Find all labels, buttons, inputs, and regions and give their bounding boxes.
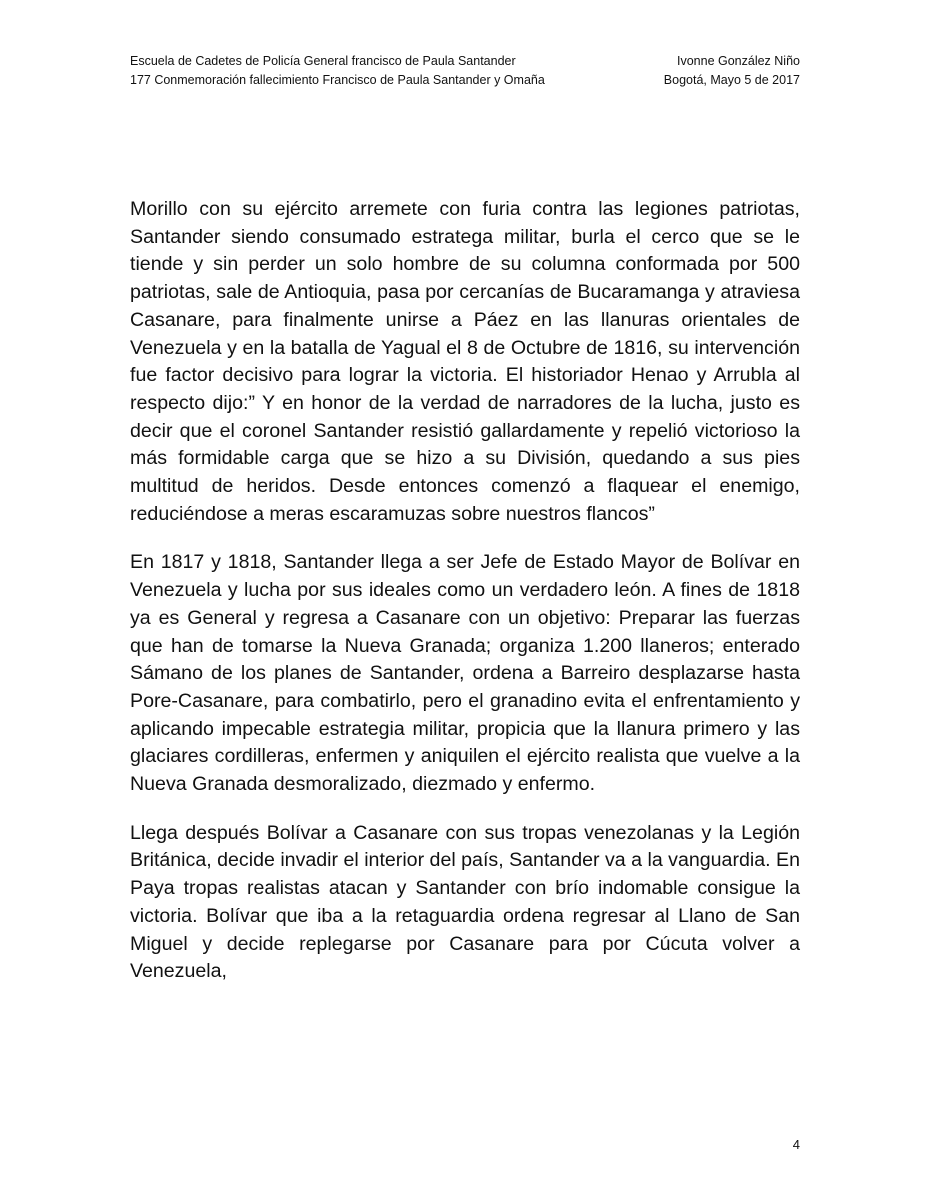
paragraph-2: En 1817 y 1818, Santander llega a ser Jefe de Estado Mayor de Bolívar en Venezuela y lucha por sus ideales como un verdadero león. A fines de 1818 ya es General y regresa a Casanare con un objetivo: Preparar las fuerzas que han de tomarse la Nueva Granada; organiza 1.200 llaneros; enterado Sámano de los planes de Santander, ordena a Barreiro desplazarse hasta Pore-Casanare, para combatirlo, pero el granadino evita el enfrentamiento y aplicando impecable estrategia militar, propicia que la llanura primero y las glaciares cordilleras, enfermen y aniquilen el ejército realista que vuelve a la Nueva Granada desmoralizado, diezmado y enfermo. <box>130 551 800 796</box>
header-institution: Escuela de Cadetes de Policía General francisco de Paula Santander <box>130 54 516 68</box>
body-text <box>130 196 800 1007</box>
header-author: Ivonne González Niño <box>677 54 800 68</box>
paragraph-1: Morillo con su ejército arremete con furia contra las legiones patriotas, Santander siendo consumado estratega militar, burla el cerco que se le tiende y sin perder un solo hombre de su columna conformada por 500 patriotas, sale de Antioquia, pasa por cercanías de Bucaramanga y atraviesa Casanare, para finalmente unirse a Páez en las llanuras orientales de Venezuela y en la batalla de Yagual el 8 de Octubre de 1816, su intervención fue factor decisivo para lograr la victoria. El historiador Henao y Arrubla al respecto dijo:” Y en honor de la verdad de narradores de la lucha, justo es decir que el coronel Santander resistió gallardamente y repelió victorioso la más formidable carga que se hizo a su División, quedando a sus pies multitud de heridos. Desde entonces comenzó a flaquear el enemigo, reduciéndose a meras escaramuzas sobre nuestros flancos” <box>130 198 800 525</box>
header-right <box>600 52 800 90</box>
header-event: 177 Conmemoración fallecimiento Francisco de Paula Santander y Omaña <box>130 73 545 87</box>
page-number: 4 <box>792 1137 800 1152</box>
header-date: Bogotá, Mayo 5 de 2017 <box>663 73 800 87</box>
paragraph-3: Llega después Bolívar a Casanare con sus tropas venezolanas y la Legión Británica, decide invadir el interior del país, Santander va a la vanguardia. En Paya tropas realistas atacan y Santander con brío indomable consigue la victoria. Bolívar que iba a la retaguardia ordena regresar al Llano de San Miguel y decide replegarse por Casanare para por Cúcuta volver a Venezuela, <box>130 821 800 983</box>
header-left <box>130 52 600 90</box>
